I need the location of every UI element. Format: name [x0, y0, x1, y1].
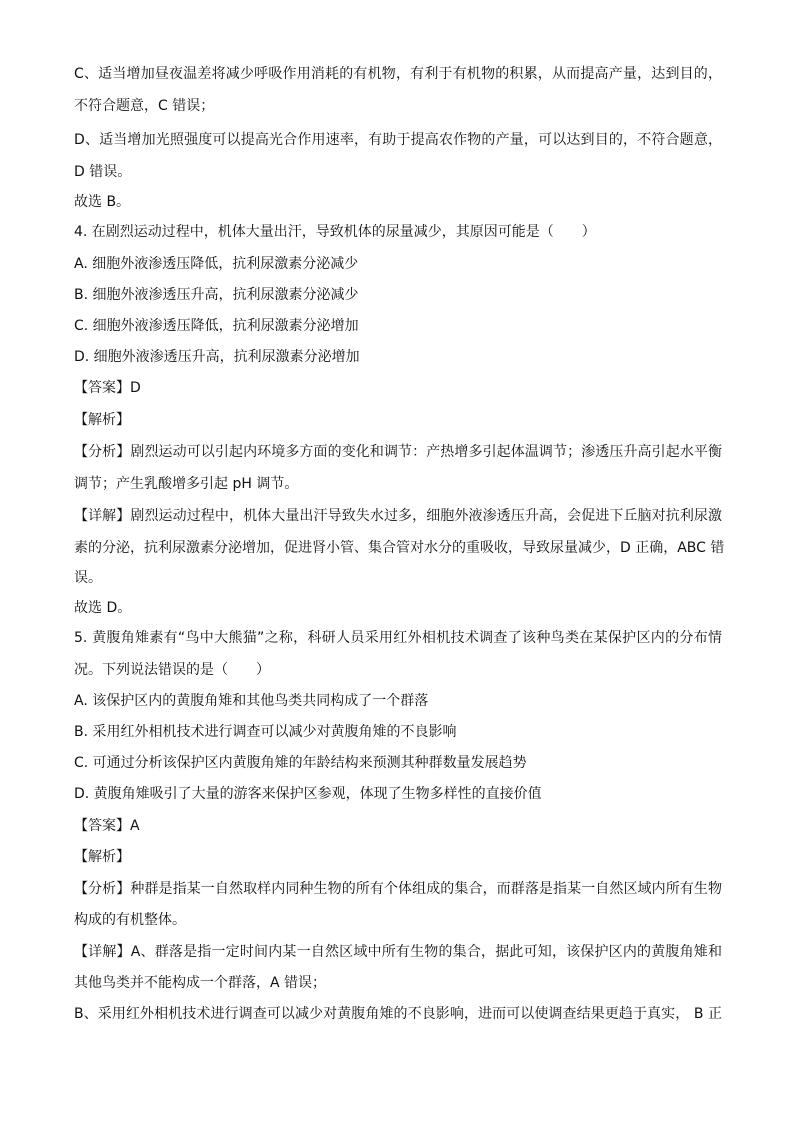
- text-line: 不符合题意，C 错误；: [74, 98, 215, 114]
- text-line: 构成的有机整体。: [74, 912, 186, 928]
- option-a: A. 细胞外液渗透压降低，抗利尿激素分泌减少: [74, 256, 359, 272]
- text-line: C、适当增加昼夜温差将减少呼吸作用消耗的有机物，有利于有机物的积累，从而提高产量，达到目的，: [74, 66, 722, 82]
- text-line: 素的分泌，抗利尿激素分泌增加，促进肾小管、集合管对水分的重吸收，导致尿量减少，D 正确，ABC 错: [74, 540, 725, 556]
- answer-label: 【答案】A: [74, 818, 140, 834]
- text-line: 其他鸟类并不能构成一个群落，A 错误；: [74, 975, 327, 991]
- text-line: D、适当增加光照强度可以提高光合作用速率，有助于提高农作物的产量，可以达到目的，不符合题意，: [74, 132, 722, 148]
- text-line: B、采用红外相机技术进行调查可以减少对黄腹角雉的不良影响，进而可以使调查结果更趋于真实， B 正: [74, 1006, 722, 1022]
- option-a: A. 该保护区内的黄腹角雉和其他鸟类共同构成了一个群落: [74, 693, 429, 709]
- text-line: 【分析】剧烈运动可以引起内环境多方面的变化和调节：产热增多引起体温调节；渗透压升高引起水平衡: [74, 444, 722, 460]
- text-line: 故选 B。: [74, 194, 131, 210]
- option-c: C. 可通过分析该保护区内黄腹角雉的年龄结构来预测其种群数量发展趋势: [74, 755, 527, 771]
- text-line: 误。: [74, 570, 102, 586]
- option-d: D. 黄腹角雉吸引了大量的游客来保护区参观，体现了生物多样性的直接价值: [74, 786, 542, 802]
- question-stem: 5. 黄腹角雉素有“鸟中大熊猫”之称，科研人员采用红外相机技术调查了该种鸟类在某保护区内的分布情: [74, 630, 722, 646]
- analysis-label: 【解析】: [74, 849, 130, 865]
- text-line: 况。下列说法错误的是（ ）: [74, 662, 270, 678]
- text-line: D 错误。: [74, 164, 132, 180]
- text-line: 【详解】A、群落是指一定时间内某一自然区域中所有生物的集合，据此可知，该保护区内的黄腹角雉和: [74, 944, 722, 960]
- text-line: 【详解】剧烈运动过程中，机体大量出汗导致失水过多，细胞外液渗透压升高，会促进下丘脑对抗利尿激: [74, 508, 722, 524]
- text-line: 故选 D。: [74, 600, 132, 616]
- option-c: C. 细胞外液渗透压降低，抗利尿激素分泌增加: [74, 318, 359, 334]
- option-d: D. 细胞外液渗透压升高，抗利尿激素分泌增加: [74, 349, 360, 365]
- option-b: B. 采用红外相机技术进行调查可以减少对黄腹角雉的不良影响: [74, 724, 457, 740]
- text-line: 调节；产生乳酸增多引起 pH 调节。: [74, 476, 299, 492]
- option-b: B. 细胞外液渗透压升高，抗利尿激素分泌减少: [74, 287, 359, 303]
- analysis-label: 【解析】: [74, 412, 130, 428]
- question-stem: 4. 在剧烈运动过程中，机体大量出汗，导致机体的尿量减少，其原因可能是（ ）: [74, 224, 596, 240]
- answer-label: 【答案】D: [74, 380, 141, 396]
- text-line: 【分析】种群是指某一自然取样内同种生物的所有个体组成的集合，而群落是指某一自然区域内所有生物: [74, 881, 722, 897]
